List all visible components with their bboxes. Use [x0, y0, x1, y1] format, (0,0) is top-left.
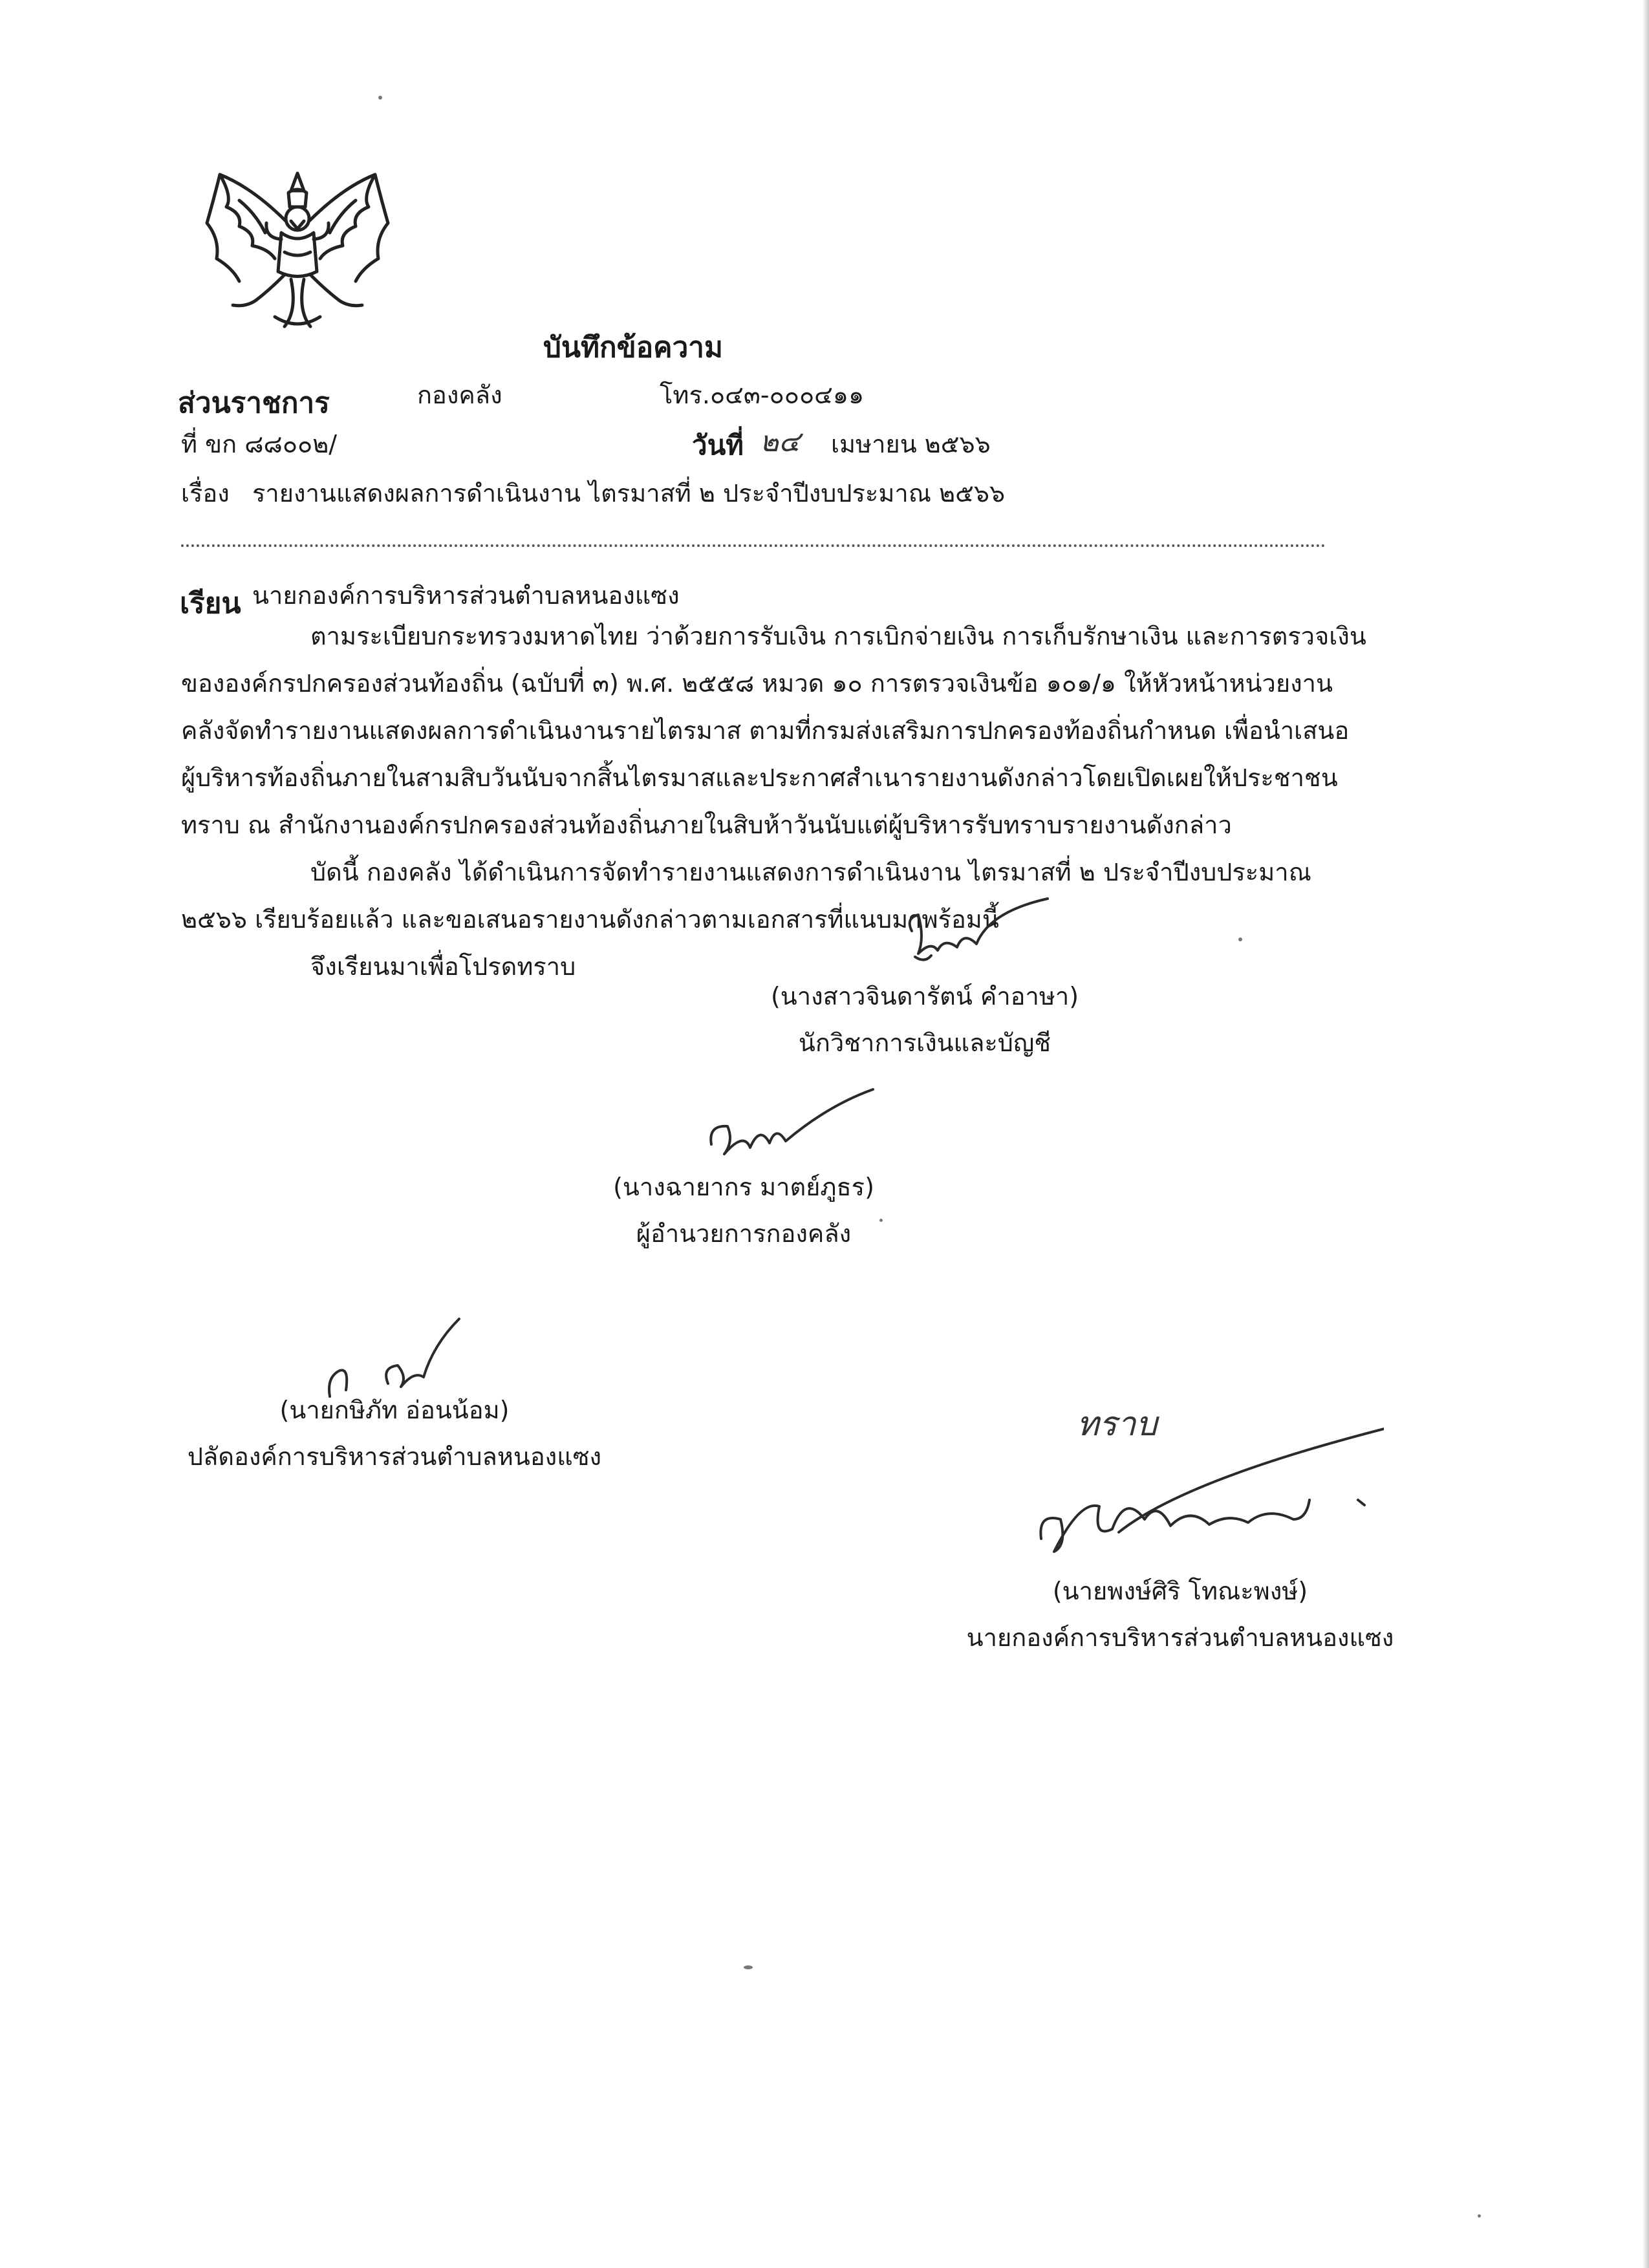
paragraph-line: ตามระเบียบกระทรวงมหาดไทย ว่าด้วยการรับเงิน การเบิกจ่ายเงิน การเก็บรักษาเงิน และการตรวจเงิน [310, 622, 1366, 650]
scan-speck [744, 1965, 753, 1969]
paragraph-line: บัดนี้ กองคลัง ได้ดำเนินการจัดทำรายงานแสดงการดำเนินงาน ไตรมาสที่ ๒ ประจำปีงบประมาณ [310, 858, 1311, 886]
reference-number: ที่ ขก ๘๘๐๐๒/ [181, 430, 338, 458]
body-paragraph-1 [181, 613, 1397, 849]
memo-title: บันทึกข้อความ [543, 331, 724, 364]
subject-text: รายงานแสดงผลการดำเนินงาน ไตรมาสที่ ๒ ประจำปีงบประมาณ ๒๕๖๖ [252, 479, 1006, 508]
signature-block-2 [550, 1164, 938, 1257]
paragraph-line: ทราบ ณ สำนักงานองค์กรปกครองส่วนท้องถิ่นภายในสิบห้าวันนับแต่ผู้บริหารรับทราบรายงานดังกล่าว [181, 811, 1232, 839]
body-paragraph-2 [181, 849, 1397, 990]
signatory-2-position: ผู้อำนวยการกองคลัง [636, 1219, 852, 1248]
scan-page-edge [1643, 0, 1649, 2268]
signatory-2-name: (นางฉายากร มาตย์ภูธร) [613, 1173, 874, 1201]
salutation-recipient: นายกองค์การบริหารส่วนตำบลหนองแซง [252, 581, 680, 610]
scan-speck [879, 1219, 883, 1222]
phone-number: โทร.๐๔๓-๐๐๐๔๑๑ [660, 381, 865, 409]
paragraph-line: คลังจัดทำรายงานแสดงผลการดำเนินงานรายไตรมาส ตามที่กรมส่งเสริมการปกครองท้องถิ่นกำหนด เพื่อนำเสนอ [181, 716, 1350, 745]
separator-line [181, 544, 1326, 547]
paragraph-line: ขององค์กรปกครองส่วนท้องถิ่น (ฉบับที่ ๓) พ.ศ. ๒๕๕๘ หมวด ๑๐ การตรวจเงินข้อ ๑๐๑/๑ ให้หัวหน้าหน่วยงาน [181, 669, 1333, 698]
closing-line: จึงเรียนมาเพื่อโปรดทราบ [310, 952, 576, 981]
signatory-4-name: (นายพงษ์ศิริ โทณะพงษ์) [1052, 1577, 1308, 1605]
date-month-year: เมษายน ๒๕๖๖ [831, 430, 991, 458]
date-label: วันที่ [692, 429, 744, 461]
signature-4-ink [1022, 1422, 1384, 1571]
signature-block-4 [905, 1568, 1455, 1661]
scan-speck [1478, 2214, 1481, 2218]
garuda-emblem-icon [194, 162, 401, 336]
signature-2-ink [698, 1086, 892, 1170]
signatory-3-position: ปลัดองค์การบริหารส่วนตำบลหนองแซง [187, 1442, 602, 1471]
signatory-4-position: นายกองค์การบริหารส่วนตำบลหนองแซง [966, 1623, 1394, 1652]
agency-value: กองคลัง [417, 381, 502, 409]
signature-block-1 [731, 973, 1119, 1066]
salutation-label: เรียน [180, 587, 241, 620]
signatory-1-name: (นางสาวจินดารัตน์ คำอาษา) [770, 982, 1079, 1011]
signature-block-3 [168, 1387, 621, 1480]
paragraph-line: ผู้บริหารท้องถิ่นภายในสามสิบวันนับจากสิ้นไตรมาสและประกาศสำเนารายงานดังกล่าวโดยเปิดเผยให้ประชาชน [181, 764, 1338, 792]
scan-speck [1238, 937, 1242, 941]
paragraph-line: ๒๕๖๖ เรียบร้อยแล้ว และขอเสนอรายงานดังกล่าวตามเอกสารที่แนบมาพร้อมนี้ [181, 905, 999, 934]
signatory-1-position: นักวิชาการเงินและบัญชี [798, 1029, 1051, 1057]
signatory-3-name: (นายกษิภัท อ่อนน้อม) [279, 1396, 510, 1424]
subject-label: เรื่อง [181, 479, 230, 508]
date-day-handwritten: ๒๔ [760, 425, 801, 458]
scan-speck [378, 96, 382, 100]
agency-label: ส่วนราชการ [178, 387, 330, 420]
acknowledged-note: ทราบ [1077, 1405, 1158, 1444]
